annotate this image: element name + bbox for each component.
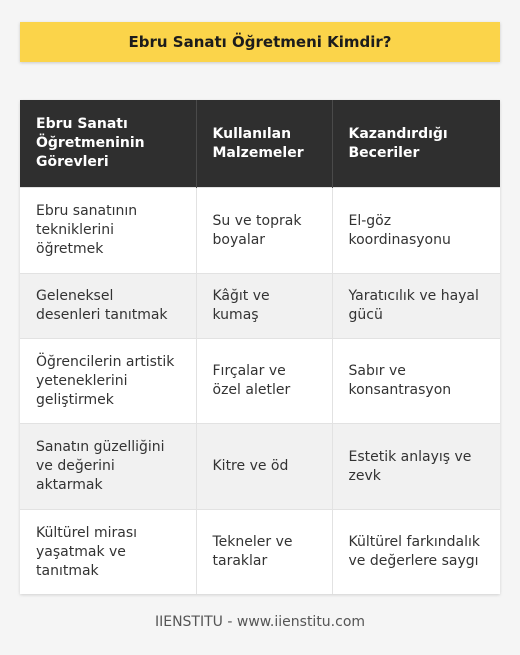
page-title: Ebru Sanatı Öğretmeni Kimdir? xyxy=(128,33,392,51)
cell-skill: El-göz koordinasyonu xyxy=(332,188,500,274)
cell-duty: Sanatın güzelliğini ve değerini aktarmak xyxy=(20,424,196,510)
info-table xyxy=(20,100,500,594)
cell-material: Su ve toprak boyalar xyxy=(196,188,332,274)
footer-credit: IIENSTITU - www.iienstitu.com xyxy=(154,614,366,630)
table-row xyxy=(20,339,500,424)
cell-duty: Ebru sanatının tekniklerini öğretmek xyxy=(20,188,196,274)
cell-skill: Sabır ve konsantrasyon xyxy=(332,339,500,424)
cell-material: Kitre ve öd xyxy=(196,424,332,510)
cell-material: Kâğıt ve kumaş xyxy=(196,274,332,339)
cell-duty: Kültürel mirası yaşatmak ve tanıtmak xyxy=(20,510,196,595)
table-row xyxy=(20,188,500,274)
cell-duty: Geleneksel desenleri tanıtmak xyxy=(20,274,196,339)
header-skills: Kazandırdığı Beceriler xyxy=(332,100,500,188)
header-materials: Kullanılan Malzemeler xyxy=(196,100,332,188)
header-duties: Ebru Sanatı Öğretmeninin Görevleri xyxy=(20,100,196,188)
cell-skill: Yaratıcılık ve hayal gücü xyxy=(332,274,500,339)
table-header-row xyxy=(20,100,500,188)
cell-skill: Estetik anlayış ve zevk xyxy=(332,424,500,510)
title-banner xyxy=(20,22,500,62)
table-row xyxy=(20,424,500,510)
cell-skill: Kültürel farkındalık ve değerlere saygı xyxy=(332,510,500,595)
cell-material: Fırçalar ve özel aletler xyxy=(196,339,332,424)
cell-material: Tekneler ve taraklar xyxy=(196,510,332,595)
table-row xyxy=(20,274,500,339)
cell-duty: Öğrencilerin artistik yeteneklerini geliştirmek xyxy=(20,339,196,424)
info-table-container xyxy=(20,100,500,594)
table-row xyxy=(20,510,500,595)
